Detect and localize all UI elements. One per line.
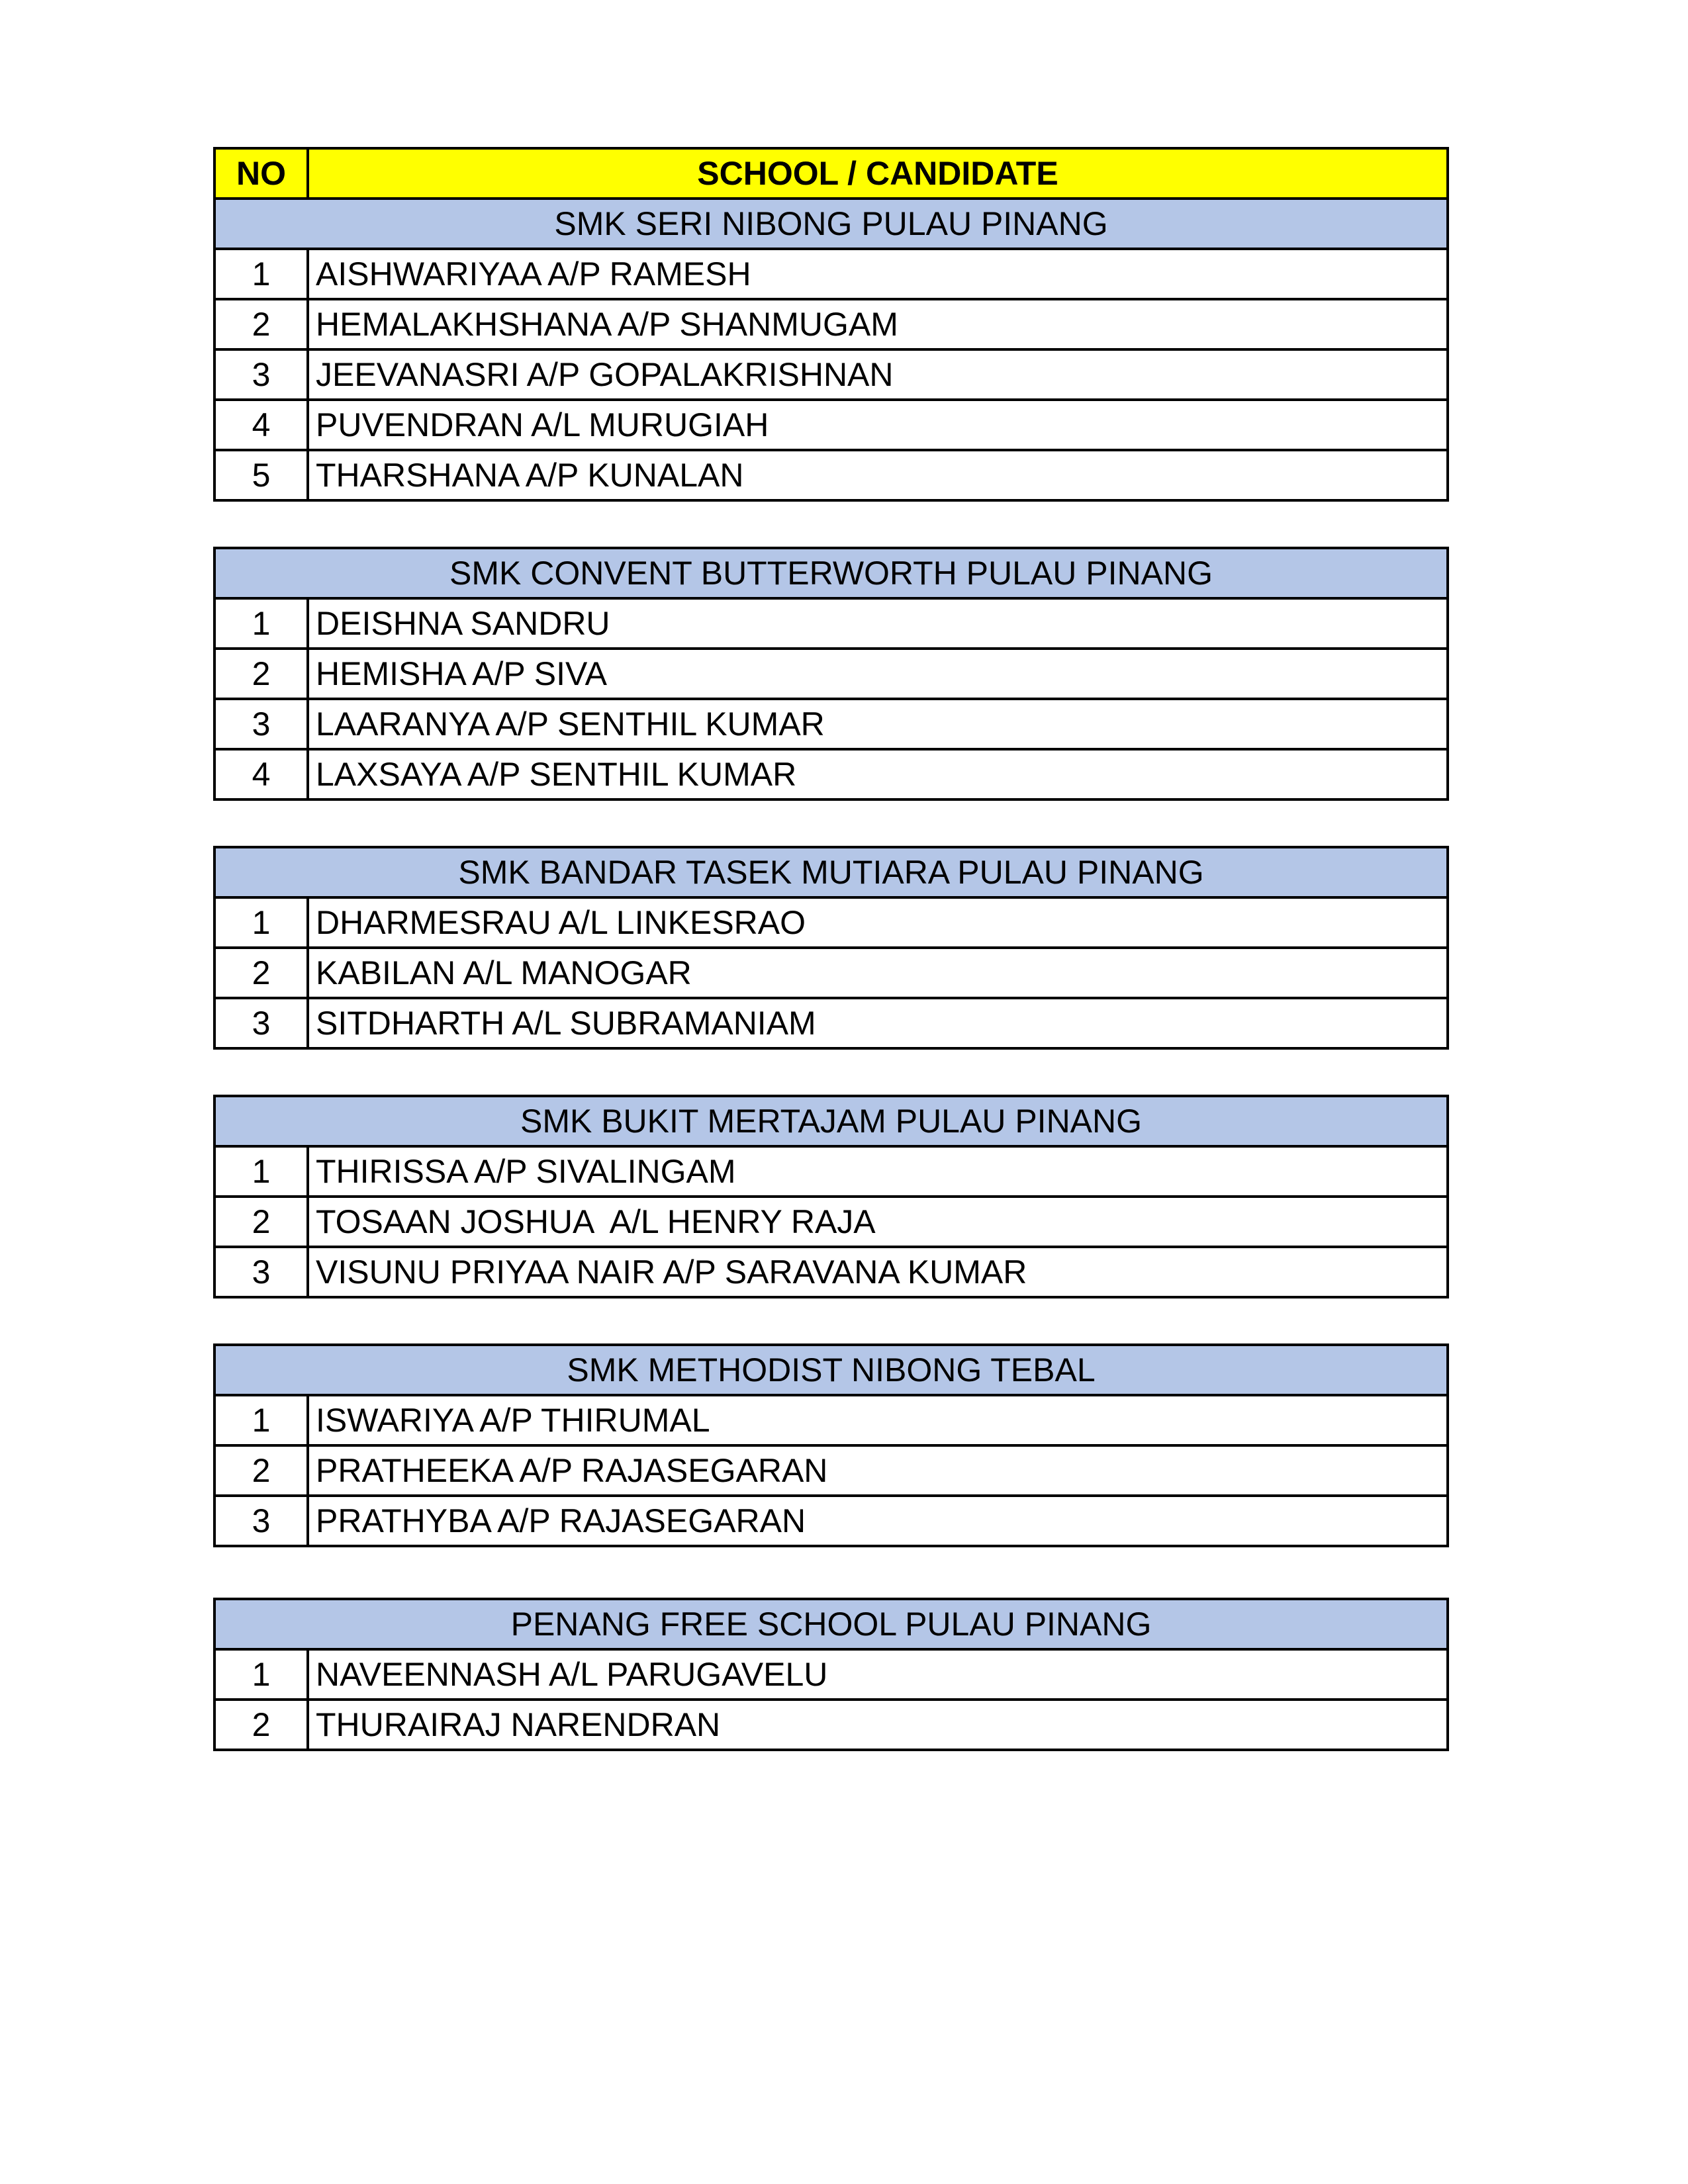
candidate-row xyxy=(214,649,1448,699)
candidate-no: 1 xyxy=(214,598,308,649)
candidate-row xyxy=(214,1146,1448,1197)
candidate-row xyxy=(214,299,1448,349)
candidate-no: 3 xyxy=(214,998,308,1048)
candidate-no: 3 xyxy=(214,1247,308,1297)
candidate-name: LAARANYA A/P SENTHIL KUMAR xyxy=(308,699,1448,749)
school-name: SMK BUKIT MERTAJAM PULAU PINANG xyxy=(214,1096,1448,1146)
candidate-row xyxy=(214,699,1448,749)
candidate-row xyxy=(214,598,1448,649)
candidate-row xyxy=(214,1247,1448,1297)
candidate-row xyxy=(214,998,1448,1048)
candidate-row xyxy=(214,450,1448,500)
candidate-name: THARSHANA A/P KUNALAN xyxy=(308,450,1448,500)
candidate-no: 2 xyxy=(214,948,308,998)
candidate-name: NAVEENNASH A/L PARUGAVELU xyxy=(308,1649,1448,1700)
school-row xyxy=(214,548,1448,598)
school-row xyxy=(214,199,1448,249)
candidate-no: 1 xyxy=(214,249,308,299)
candidate-name: PRATHEEKA A/P RAJASEGARAN xyxy=(308,1445,1448,1496)
candidate-row xyxy=(214,1197,1448,1247)
candidate-no: 5 xyxy=(214,450,308,500)
candidate-name: THURAIRAJ NARENDRAN xyxy=(308,1700,1448,1750)
candidate-row xyxy=(214,948,1448,998)
candidate-name: THIRISSA A/P SIVALINGAM xyxy=(308,1146,1448,1197)
candidate-name: PUVENDRAN A/L MURUGIAH xyxy=(308,400,1448,450)
school-table xyxy=(213,846,1449,1050)
candidate-no: 2 xyxy=(214,1197,308,1247)
school-row xyxy=(214,1345,1448,1395)
candidate-name: HEMISHA A/P SIVA xyxy=(308,649,1448,699)
candidate-name: JEEVANASRI A/P GOPALAKRISHNAN xyxy=(308,349,1448,400)
candidate-no: 2 xyxy=(214,649,308,699)
school-row xyxy=(214,847,1448,897)
candidate-name: ISWARIYA A/P THIRUMAL xyxy=(308,1395,1448,1445)
school-name: SMK METHODIST NIBONG TEBAL xyxy=(214,1345,1448,1395)
candidate-no: 2 xyxy=(214,1445,308,1496)
candidate-name: VISUNU PRIYAA NAIR A/P SARAVANA KUMAR xyxy=(308,1247,1448,1297)
school-table xyxy=(213,1598,1449,1751)
school-row xyxy=(214,1096,1448,1146)
school-name: PENANG FREE SCHOOL PULAU PINANG xyxy=(214,1599,1448,1649)
candidate-row xyxy=(214,249,1448,299)
candidate-no: 1 xyxy=(214,897,308,948)
candidate-name: DHARMESRAU A/L LINKESRAO xyxy=(308,897,1448,948)
candidate-no: 2 xyxy=(214,299,308,349)
candidate-row xyxy=(214,897,1448,948)
candidate-name: TOSAAN JOSHUA A/L HENRY RAJA xyxy=(308,1197,1448,1247)
candidate-row xyxy=(214,349,1448,400)
candidate-sheet xyxy=(213,147,1446,1751)
candidate-name: HEMALAKHSHANA A/P SHANMUGAM xyxy=(308,299,1448,349)
candidate-row xyxy=(214,1649,1448,1700)
candidate-no: 4 xyxy=(214,400,308,450)
candidate-row xyxy=(214,1700,1448,1750)
school-name: SMK CONVENT BUTTERWORTH PULAU PINANG xyxy=(214,548,1448,598)
candidate-no: 2 xyxy=(214,1700,308,1750)
candidate-no: 3 xyxy=(214,349,308,400)
candidate-name: KABILAN A/L MANOGAR xyxy=(308,948,1448,998)
candidate-row xyxy=(214,1395,1448,1445)
school-name: SMK SERI NIBONG PULAU PINANG xyxy=(214,199,1448,249)
school-row xyxy=(214,1599,1448,1649)
school-name: SMK BANDAR TASEK MUTIARA PULAU PINANG xyxy=(214,847,1448,897)
candidate-row xyxy=(214,749,1448,799)
school-table xyxy=(213,547,1449,801)
school-table xyxy=(213,1095,1449,1298)
candidate-name: DEISHNA SANDRU xyxy=(308,598,1448,649)
candidate-name: PRATHYBA A/P RAJASEGARAN xyxy=(308,1496,1448,1546)
candidate-no: 3 xyxy=(214,699,308,749)
candidate-row xyxy=(214,400,1448,450)
candidate-row xyxy=(214,1445,1448,1496)
candidate-no: 1 xyxy=(214,1649,308,1700)
candidate-name: AISHWARIYAA A/P RAMESH xyxy=(308,249,1448,299)
candidate-row xyxy=(214,1496,1448,1546)
candidate-name: SITDHARTH A/L SUBRAMANIAM xyxy=(308,998,1448,1048)
candidate-no: 1 xyxy=(214,1146,308,1197)
school-table xyxy=(213,147,1449,502)
candidate-no: 4 xyxy=(214,749,308,799)
header-no: NO xyxy=(214,148,308,199)
header-row xyxy=(214,148,1448,199)
candidate-name: LAXSAYA A/P SENTHIL KUMAR xyxy=(308,749,1448,799)
candidate-no: 1 xyxy=(214,1395,308,1445)
header-school-candidate: SCHOOL / CANDIDATE xyxy=(308,148,1448,199)
school-table xyxy=(213,1343,1449,1547)
candidate-no: 3 xyxy=(214,1496,308,1546)
